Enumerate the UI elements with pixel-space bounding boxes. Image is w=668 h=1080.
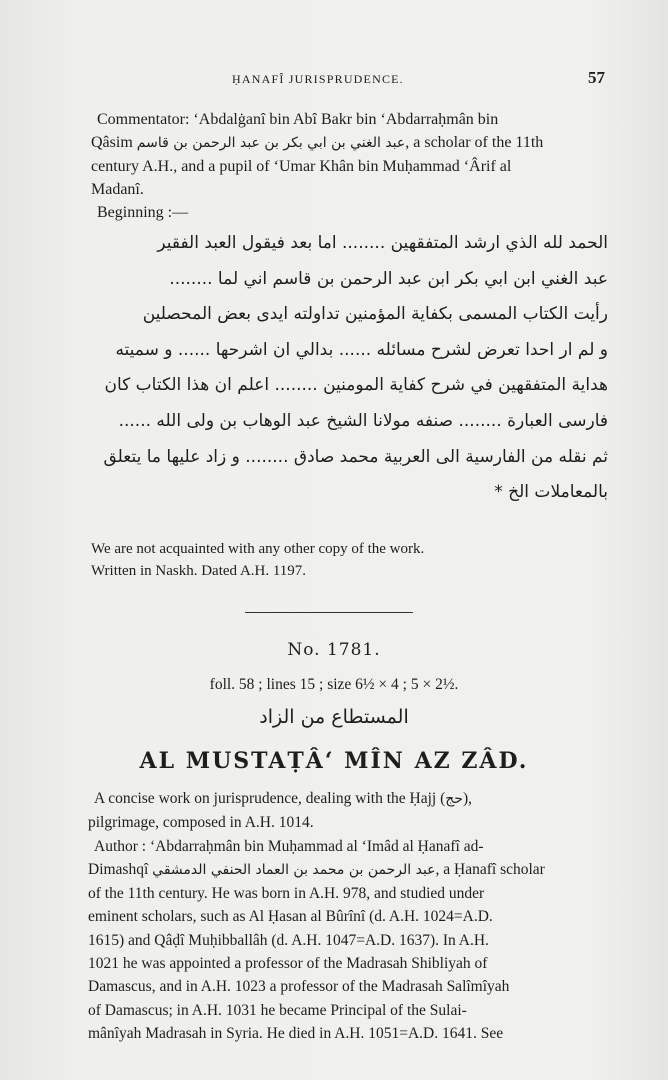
- section-divider: [245, 612, 413, 613]
- commentator-name-ar: عبد الغني بن ابي بكر بن عبد الرحمن بن قاسم: [136, 135, 406, 151]
- entry-1781-body: [88, 787, 604, 1045]
- english-title: AL MUSTAṬÂ‘ MÎN AZ ZÂD.: [139, 748, 529, 774]
- arabic-line: بالمعاملات الخ *: [494, 482, 608, 503]
- arabic-line: هداية المتفقهين في شرح كفاية المومنين ........ اعلم ان هذا الكتاب كان: [104, 375, 608, 396]
- author-line: of the 11th century. He was born in A.H. 978, and studied under: [88, 885, 485, 903]
- commentator-line-3: century A.H., and a pupil of ‘Umar Khân bin Muḥammad ‘Ârif al: [91, 158, 512, 175]
- manuscript-dimensions: foll. 58 ; lines 15 ; size 6½ × 4 ; 5 × 2½.: [209, 676, 459, 693]
- arabic-line: فارسى العبارة ........ صنفه مولانا الشيخ عبد الوهاب بن ولى الله ......: [118, 410, 608, 431]
- arabic-line: رأيت الكتاب المسمى بكفاية المؤمنين تداولته ايدى بعض المحصلين: [142, 304, 608, 325]
- author-line-2-rest: , a Ḥanafî scholar: [435, 860, 545, 878]
- beginning-label: Beginning :—: [97, 204, 189, 221]
- arabic-line: و لم ار احدا تعرض لشرح مسائله ...... بدالي ان اشرحها ...... و سميته: [115, 339, 608, 360]
- author-paragraph: [88, 835, 604, 1046]
- commentator-label: Commentator: [97, 111, 185, 128]
- commentator-line-2-rest: , a scholar of the 11th: [405, 134, 544, 151]
- author-line: of Damascus; in A.H. 1031 he became Principal of the Sulai-: [88, 1001, 467, 1019]
- author-line: eminent scholars, such as Al Ḥasan al Bûrînî (d. A.H. 1024=A.D.: [88, 908, 493, 926]
- author-line: mânîyah Madrasah in Syria. He died in A.H. 1051=A.D. 1641. See: [88, 1024, 504, 1042]
- page-number: 57: [588, 68, 605, 87]
- author-name-ar: عبد الرحمن بن محمد بن العماد الحنفي الدمشقي: [152, 861, 436, 878]
- page-header: [0, 68, 668, 92]
- author-line: 1021 he was appointed a professor of the Madrasah Shibliyah of: [88, 955, 488, 973]
- author-name-en: Dimashqî: [88, 860, 149, 878]
- commentator-line-4: Madanî.: [91, 181, 144, 198]
- arabic-incipit: [90, 226, 608, 511]
- entry-notes: [91, 538, 607, 582]
- note-copies: We are not acquainted with any other copy of the work.: [91, 541, 425, 557]
- entry-1781-previous: [91, 108, 607, 224]
- description-paragraph: A concise work on jurisprudence, dealing with the Ḥajj (حج), pilgrimage, composed in A.H. 1014.: [88, 790, 472, 832]
- commentator-name-en: Qâsim: [91, 134, 133, 151]
- arabic-line: ثم نقله من الفارسية الى العربية محمد صادق ........ و زاد عليها ما يتعلق: [103, 446, 608, 467]
- entry-number: No. 1781.: [287, 640, 381, 660]
- author-line: 1615) and Qâḍî Muḥibballâh (d. A.H. 1047=A.D. 1637). In A.H.: [88, 931, 489, 949]
- arabic-line: الحمد لله الذي ارشد المتفقهين ........ اما بعد فيقول العبد الفقير: [157, 233, 608, 253]
- author-line: Damascus, and in A.H. 1023 a professor of the Madrasah Salîmîyah: [88, 978, 510, 996]
- hajj-arabic: حج: [445, 791, 463, 807]
- commentator-paragraph: [91, 108, 607, 201]
- note-script-date: Written in Naskh. Dated A.H. 1197.: [91, 563, 307, 579]
- arabic-line: عبد الغني ابن ابي بكر ابن عبد الرحمن بن قاسم اني لما ........: [169, 268, 608, 289]
- arabic-title: المستطاع من الزاد: [259, 706, 409, 728]
- running-head: ḤANAFÎ JURISPRUDENCE.: [232, 72, 404, 86]
- commentator-line-1: : ‘Abdalġanî bin Abî Bakr bin ‘Abdarraḥmân bin: [184, 111, 499, 128]
- author-line-1: Author : ‘Abdarraḥmân bin Muḥammad al ‘Imâd al Ḥanafî ad-: [94, 837, 484, 855]
